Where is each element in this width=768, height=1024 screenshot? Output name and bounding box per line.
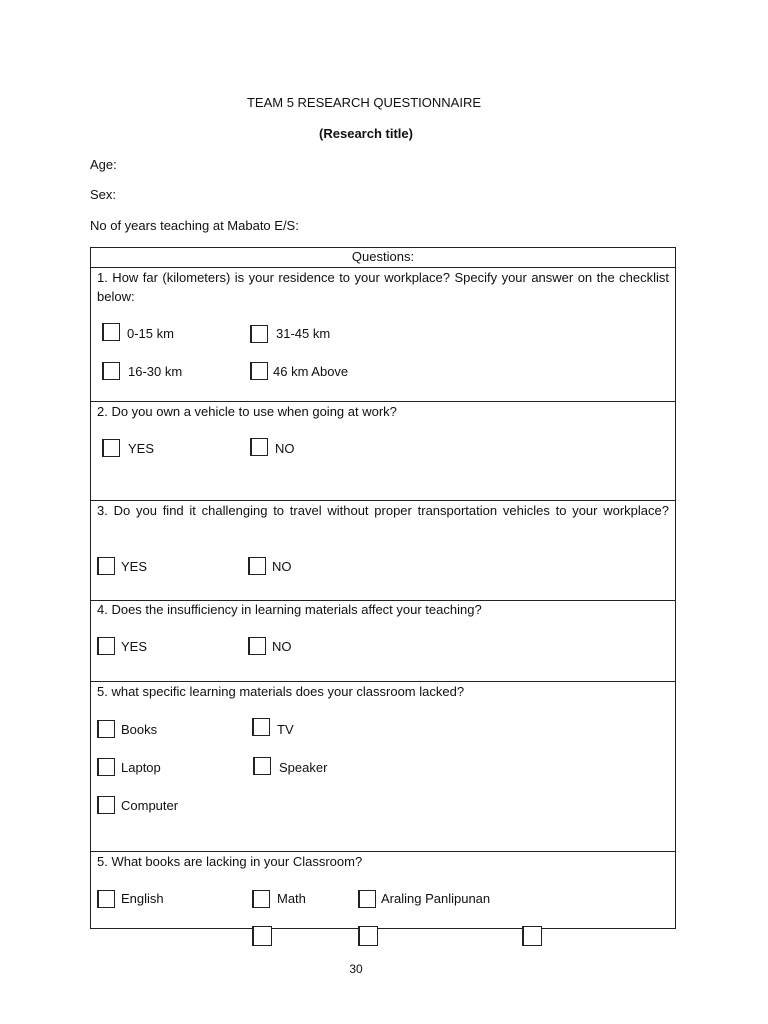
option-computer: Computer xyxy=(121,798,179,813)
question-1-text: 1. How far (kilometers) is your residence to your workplace? Specify your answer on the checklist below: xyxy=(97,270,669,304)
question-4-text: 4. Does the insufficiency in learning materials affect your teaching? xyxy=(97,602,482,617)
age-label: Age: xyxy=(90,157,117,172)
option-q3-yes: YES xyxy=(121,559,148,574)
checkbox-q3-yes[interactable] xyxy=(97,557,115,575)
document-title: TEAM 5 RESEARCH QUESTIONNAIRE xyxy=(246,95,482,110)
question-2-text: 2. Do you own a vehicle to use when going at work? xyxy=(97,404,397,419)
question-3-text: 3. Do you find it challenging to travel without proper transportation vehicles to your workplace? xyxy=(97,503,669,518)
checkbox-q4-no[interactable] xyxy=(248,637,266,655)
questions-header: Questions: xyxy=(351,249,415,264)
checkbox-math[interactable] xyxy=(252,890,270,908)
years-teaching-label: No of years teaching at Mabato E/S: xyxy=(90,218,299,233)
checkbox-31-45-km[interactable] xyxy=(250,325,268,343)
option-46-km-above: 46 km Above xyxy=(273,364,349,379)
option-0-15-km: 0-15 km xyxy=(127,326,174,341)
checkbox-tv[interactable] xyxy=(252,718,270,736)
checkbox-laptop[interactable] xyxy=(97,758,115,776)
checkbox-books[interactable] xyxy=(97,720,115,738)
question-5-text: 5. what specific learning materials does your classroom lacked? xyxy=(97,684,465,699)
questions-table xyxy=(90,247,676,929)
option-q4-no: NO xyxy=(272,639,292,654)
option-math: Math xyxy=(277,891,306,906)
option-tv: TV xyxy=(277,722,294,737)
checkbox-q4-yes[interactable] xyxy=(97,637,115,655)
checkbox-overflow-1[interactable] xyxy=(252,926,272,946)
checkbox-overflow-2[interactable] xyxy=(358,926,378,946)
checkbox-overflow-3[interactable] xyxy=(522,926,542,946)
option-q2-yes: YES xyxy=(128,441,155,456)
option-q3-no: NO xyxy=(272,559,292,574)
checkbox-q2-yes[interactable] xyxy=(102,439,120,457)
option-speaker: Speaker xyxy=(279,760,328,775)
checkbox-speaker[interactable] xyxy=(253,757,271,775)
option-q2-no: NO xyxy=(275,441,295,456)
checkbox-0-15-km[interactable] xyxy=(102,323,120,341)
sex-label: Sex: xyxy=(90,187,117,202)
option-laptop: Laptop xyxy=(121,760,161,775)
checkbox-q2-no[interactable] xyxy=(250,438,268,456)
option-16-30-km: 16-30 km xyxy=(128,364,183,379)
research-title: (Research title) xyxy=(319,126,413,141)
option-31-45-km: 31-45 km xyxy=(276,326,331,341)
page-number: 30 xyxy=(349,962,363,976)
checkbox-16-30-km[interactable] xyxy=(102,362,120,380)
option-books: Books xyxy=(121,722,158,737)
option-q4-yes: YES xyxy=(121,639,148,654)
checkbox-computer[interactable] xyxy=(97,796,115,814)
option-english: English xyxy=(121,891,164,906)
checkbox-english[interactable] xyxy=(97,890,115,908)
question-6-text: 5. What books are lacking in your Classroom? xyxy=(97,854,363,869)
option-araling-panlipunan: Araling Panlipunan xyxy=(381,891,491,906)
checkbox-46-km-above[interactable] xyxy=(250,362,268,380)
checkbox-araling-panlipunan[interactable] xyxy=(358,890,376,908)
checkbox-q3-no[interactable] xyxy=(248,557,266,575)
